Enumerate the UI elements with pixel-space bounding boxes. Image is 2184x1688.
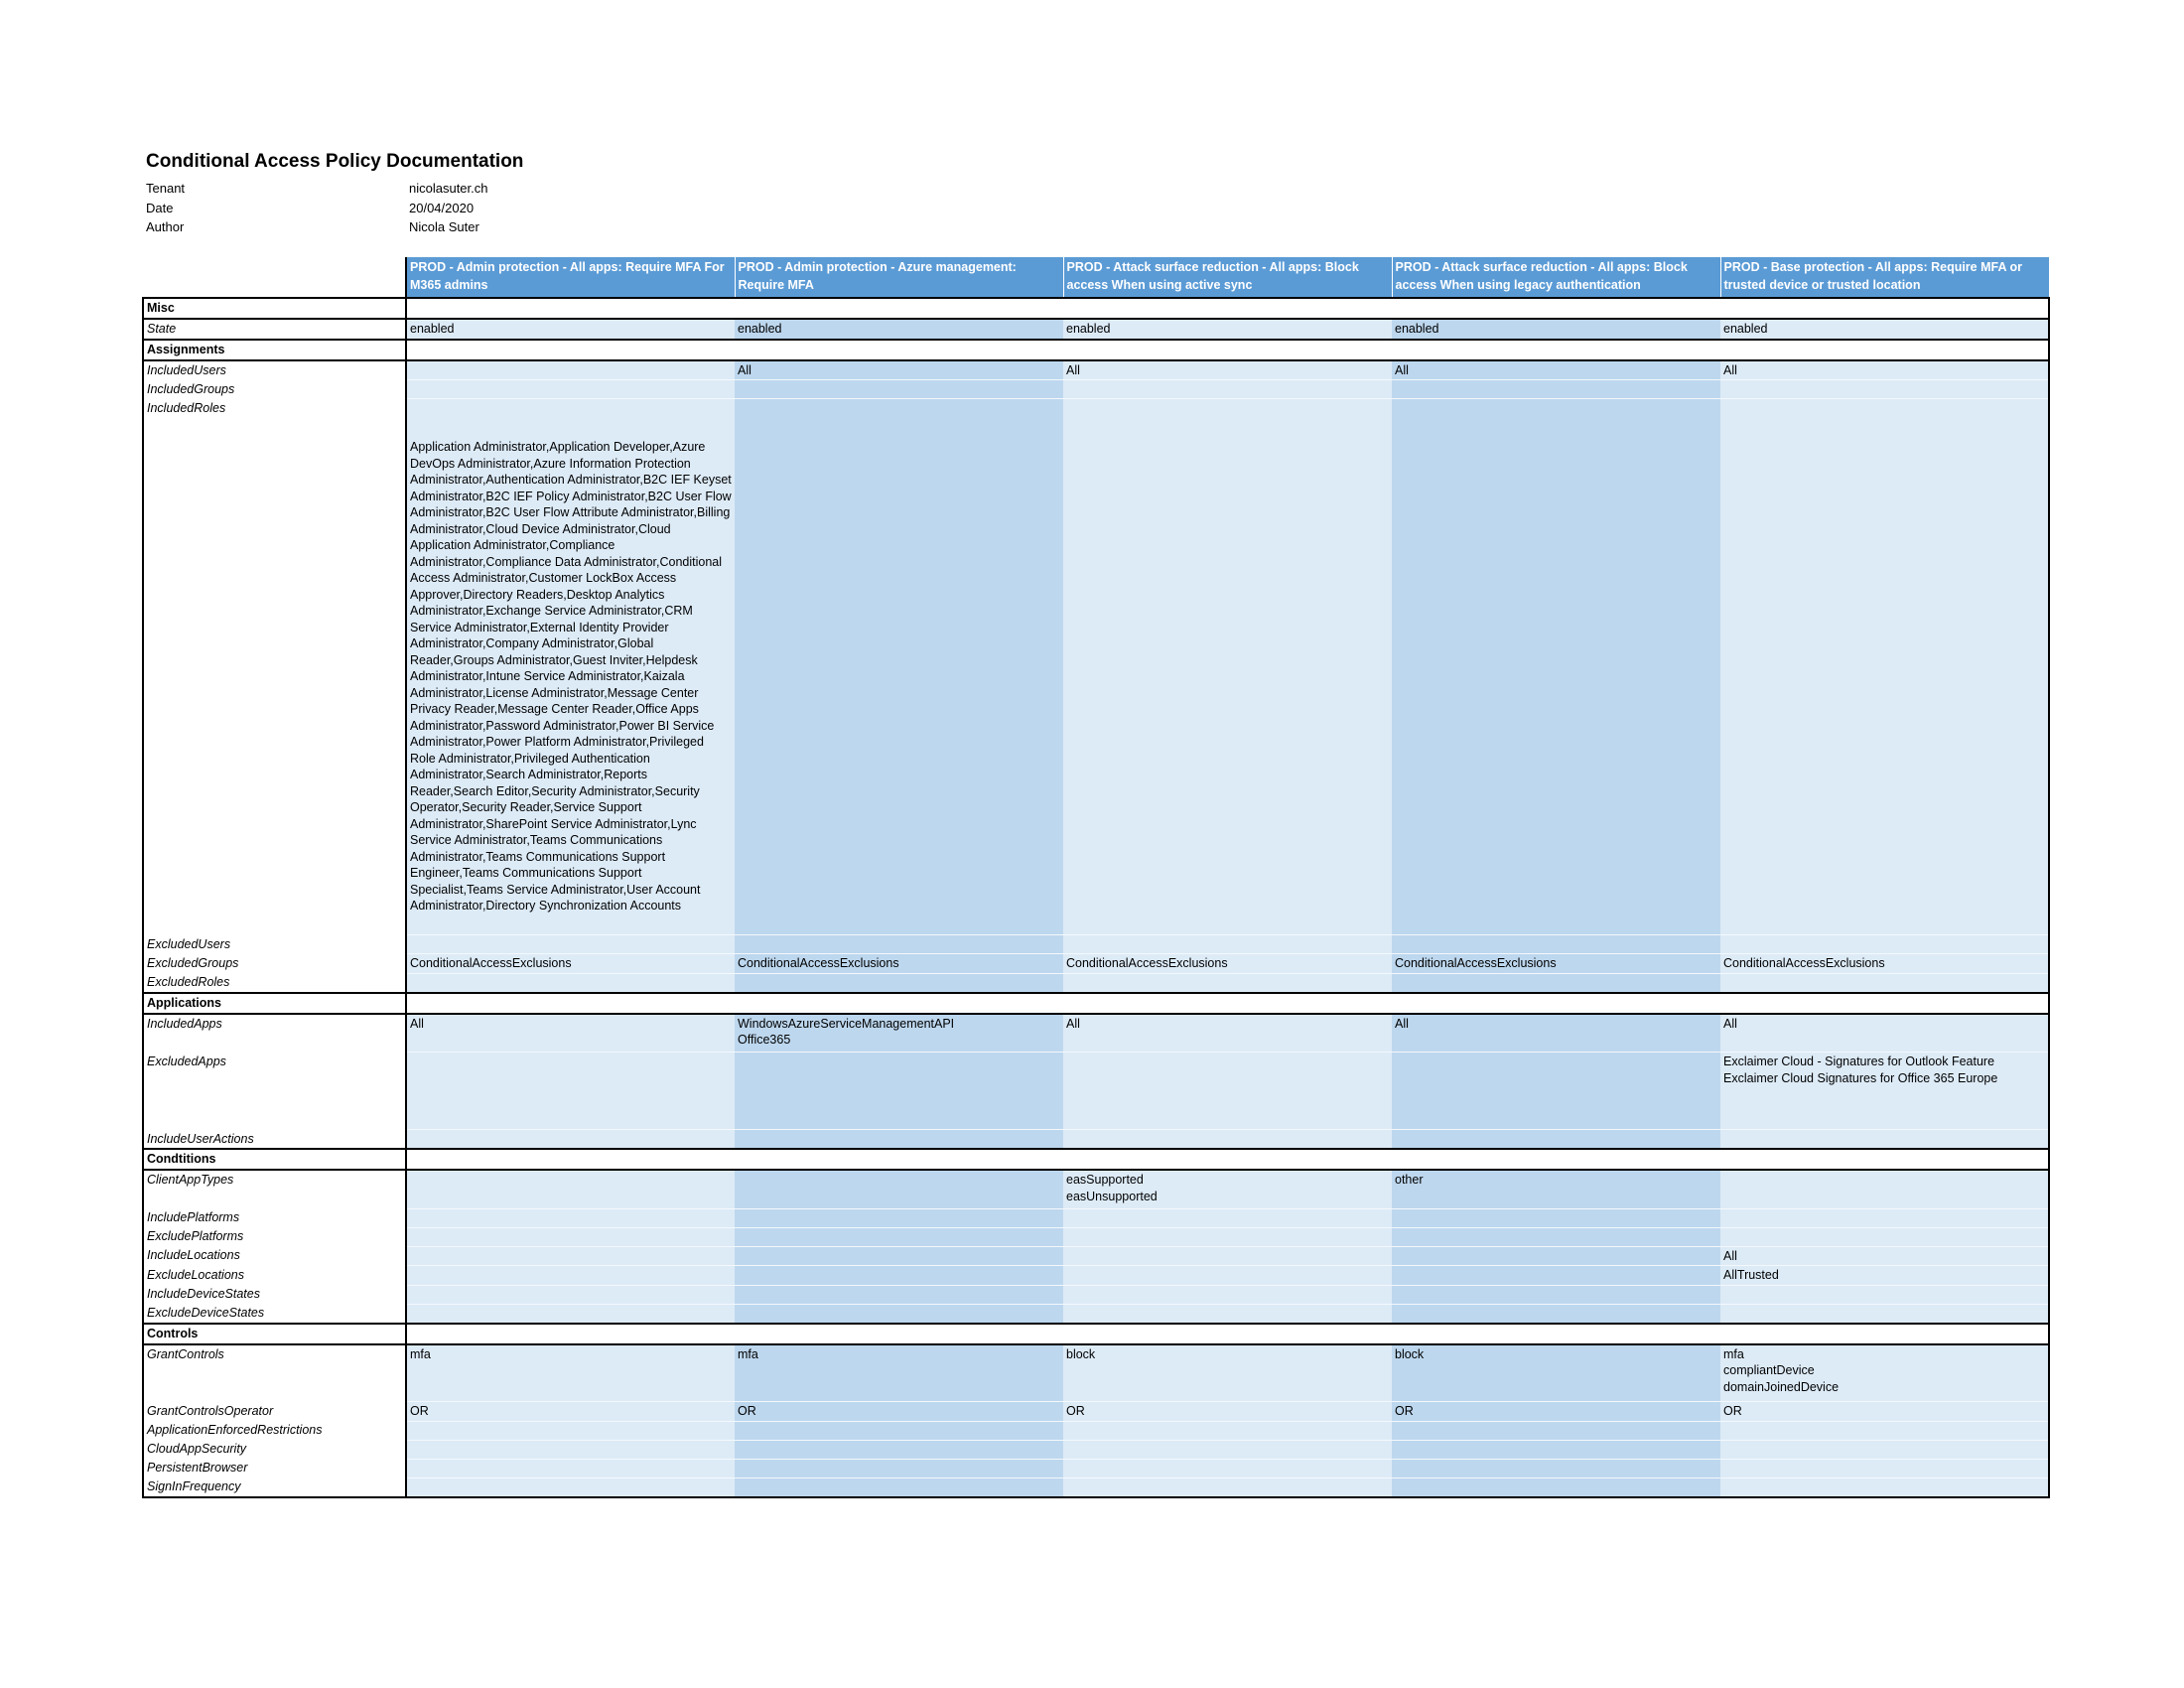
table-cell xyxy=(1720,954,2049,974)
table-row xyxy=(143,1266,2049,1286)
table-cell xyxy=(1063,380,1392,399)
table-cell xyxy=(735,935,1063,954)
row-label: IncludedUsers xyxy=(143,360,406,380)
section-title: Condtitions xyxy=(143,1149,406,1170)
section-fill xyxy=(406,1149,2049,1170)
row-label: PersistentBrowser xyxy=(143,1459,406,1477)
table-cell xyxy=(1063,1304,1392,1324)
cell-value: Office365 xyxy=(738,1033,791,1047)
section-title: Applications xyxy=(143,993,406,1014)
table-cell xyxy=(1720,973,2049,993)
cell-value: Exclaimer Cloud - Signatures for Outlook Feature xyxy=(1723,1055,1995,1068)
table-cell xyxy=(735,1130,1063,1150)
row-label: IncludePlatforms xyxy=(143,1208,406,1227)
table-cell xyxy=(1720,935,2049,954)
cell-value: All xyxy=(1723,1016,1737,1031)
table-cell xyxy=(1720,1344,2049,1402)
table-cell xyxy=(1392,319,1720,340)
section-title: Misc xyxy=(143,298,406,319)
cell-value: OR xyxy=(738,1404,756,1418)
meta-label-tenant: Tenant xyxy=(146,181,186,196)
table-cell xyxy=(1392,1053,1720,1130)
cell-value: enabled xyxy=(1066,322,1111,336)
table-cell xyxy=(1063,360,1392,380)
table-cell xyxy=(735,1477,1063,1497)
table-cell xyxy=(406,1208,735,1227)
table-row xyxy=(143,1459,2049,1477)
table-cell xyxy=(735,380,1063,399)
table-cell xyxy=(406,1246,735,1266)
row-label: SignInFrequency xyxy=(143,1477,406,1497)
cell-value: block xyxy=(1395,1346,1425,1361)
table-cell xyxy=(406,1421,735,1440)
table-cell xyxy=(1720,1477,2049,1497)
table-cell xyxy=(1720,399,2049,935)
cell-value: easUnsupported xyxy=(1066,1189,1158,1203)
table-cell xyxy=(406,380,735,399)
cell-value: All xyxy=(1066,362,1080,377)
cell-value: compliantDevice xyxy=(1723,1363,1815,1377)
meta-value-tenant: nicolasuter.ch xyxy=(409,181,488,196)
section-row-misc xyxy=(143,298,2049,319)
table-cell xyxy=(1720,1170,2049,1208)
section-fill xyxy=(406,298,2049,319)
section-row-conditions xyxy=(143,1149,2049,1170)
table-row xyxy=(143,1227,2049,1246)
table-cell xyxy=(735,1285,1063,1304)
table-cell xyxy=(1720,1130,2049,1150)
row-label: ExcludedApps xyxy=(143,1053,406,1130)
table-cell xyxy=(1720,1227,2049,1246)
table-cell xyxy=(406,1130,735,1150)
table-cell xyxy=(735,319,1063,340)
table-cell xyxy=(1392,1344,1720,1402)
table-cell xyxy=(735,1208,1063,1227)
table-cell xyxy=(406,1053,735,1130)
table-cell xyxy=(1720,380,2049,399)
table-cell xyxy=(1063,1053,1392,1130)
row-label: ExcludeLocations xyxy=(143,1266,406,1286)
table-row xyxy=(143,1402,2049,1422)
table-cell xyxy=(1720,1053,2049,1130)
policy-header: PROD - Base protection - All apps: Require MFA or trusted device or trusted location xyxy=(1720,257,2049,298)
table-row xyxy=(143,973,2049,993)
policy-header: PROD - Admin protection - Azure management: Require MFA xyxy=(735,257,1063,298)
section-fill xyxy=(406,993,2049,1014)
cell-value: OR xyxy=(1723,1404,1742,1418)
table-cell xyxy=(735,1344,1063,1402)
cell-value: other xyxy=(1395,1173,1424,1187)
cell-value: OR xyxy=(1066,1404,1085,1418)
table-cell xyxy=(735,1170,1063,1208)
table-cell xyxy=(406,1440,735,1459)
document-title: Conditional Access Policy Documentation xyxy=(146,151,524,172)
table-cell xyxy=(1392,1477,1720,1497)
table-cell xyxy=(406,1304,735,1324)
table-cell xyxy=(735,1014,1063,1053)
cell-value: All xyxy=(1395,1016,1409,1031)
table-row xyxy=(143,1053,2049,1130)
row-label: ClientAppTypes xyxy=(143,1170,406,1208)
table-cell xyxy=(735,1402,1063,1422)
table-cell xyxy=(406,1227,735,1246)
table-cell xyxy=(1063,1402,1392,1422)
table-row xyxy=(143,1285,2049,1304)
table-cell xyxy=(1720,1246,2049,1266)
table-cell xyxy=(1063,1344,1392,1402)
cell-value: enabled xyxy=(410,322,455,336)
table-cell xyxy=(406,1266,735,1286)
table-cell xyxy=(1720,360,2049,380)
table-cell xyxy=(1392,1285,1720,1304)
table-cell xyxy=(1392,399,1720,935)
policy-table xyxy=(142,257,2050,1498)
row-label: ExcludedGroups xyxy=(143,954,406,974)
section-title: Assignments xyxy=(143,340,406,360)
cell-value: OR xyxy=(410,1404,429,1418)
table-cell xyxy=(735,1440,1063,1459)
table-row xyxy=(143,319,2049,340)
table-cell xyxy=(1392,954,1720,974)
table-cell xyxy=(1392,1266,1720,1286)
cell-value: AllTrusted xyxy=(1723,1268,1779,1282)
table-cell xyxy=(1720,1402,2049,1422)
table-cell xyxy=(1063,973,1392,993)
table-cell xyxy=(1720,1421,2049,1440)
table-row xyxy=(143,1246,2049,1266)
table-cell xyxy=(1720,1304,2049,1324)
row-label: GrantControlsOperator xyxy=(143,1402,406,1422)
row-label: ExcludePlatforms xyxy=(143,1227,406,1246)
cell-value: OR xyxy=(1395,1404,1414,1418)
table-cell xyxy=(1063,1459,1392,1477)
table-cell xyxy=(735,399,1063,935)
table-cell xyxy=(1392,1440,1720,1459)
row-label: CloudAppSecurity xyxy=(143,1440,406,1459)
table-cell xyxy=(735,1053,1063,1130)
table-cell xyxy=(406,1170,735,1208)
table-cell xyxy=(1720,1266,2049,1286)
table-cell xyxy=(1720,1459,2049,1477)
header-corner xyxy=(143,257,406,298)
table-row xyxy=(143,360,2049,380)
table-cell xyxy=(406,1477,735,1497)
cell-value: ConditionalAccessExclusions xyxy=(1395,956,1557,970)
cell-value: ConditionalAccessExclusions xyxy=(1723,956,1885,970)
table-cell xyxy=(1063,399,1392,935)
table-cell xyxy=(1392,380,1720,399)
table-row xyxy=(143,1208,2049,1227)
section-row-controls xyxy=(143,1324,2049,1344)
section-fill xyxy=(406,340,2049,360)
table-row xyxy=(143,1304,2049,1324)
table-cell xyxy=(735,1246,1063,1266)
table-cell xyxy=(1063,1014,1392,1053)
table-cell xyxy=(1063,1170,1392,1208)
table-row xyxy=(143,935,2049,954)
section-fill xyxy=(406,1324,2049,1344)
table-cell xyxy=(406,360,735,380)
table-cell xyxy=(1392,1246,1720,1266)
cell-value: All xyxy=(410,1016,424,1031)
table-cell xyxy=(1063,935,1392,954)
cell-value: Application Administrator,Application Developer,Azure DevOps Administrator,Azure Information Protection Administrator,Authentication Administrator,B2C IEF Keyset Administrator,B2C IEF Policy Administrator,B2C User Flow Administrator,B2C User Flow Attribute Administrator,Billing Administrator,Cloud Device Administrator,Cloud Application Administrator,Compliance Administrator,Compliance Data Administrator,Conditional Access Administrator,Customer LockBox Access Approver,Directory Readers,Desktop Analytics Administrator,Exchange Service Administrator,CRM Service Administrator,External Identity Provider Administrator,Company Administrator,Global Reader,Groups Administrator,Guest Inviter,Helpdesk Administrator,Intune Service Administrator,Kaizala Administrator,License Administrator,Message Center Privacy Reader,Message Center Reader,Office Apps Administrator,Password Administrator,Power BI Service Administrator,Power Platform Administrator,Privileged Role Administrator,Privileged Authentication Administrator,Search Administrator,Reports Reader,Search Editor,Security Administrator,Security Operator,Security Reader,Service Support Administrator,SharePoint Service Administrator,Lync Service Administrator,Teams Communications Administrator,Teams Communications Support Engineer,Teams Communications Support Specialist,Teams Service Administrator,User Account Administrator,Directory Synchronization Accounts xyxy=(410,440,732,913)
table-row xyxy=(143,1440,2049,1459)
table-cell xyxy=(406,973,735,993)
table-cell xyxy=(1063,954,1392,974)
meta-label-date: Date xyxy=(146,201,174,215)
table-cell xyxy=(735,1304,1063,1324)
table-cell xyxy=(1063,1285,1392,1304)
meta-label-author: Author xyxy=(146,219,185,234)
row-label: ExcludedRoles xyxy=(143,973,406,993)
table-cell xyxy=(406,954,735,974)
table-cell xyxy=(1063,1208,1392,1227)
table-cell xyxy=(1392,1402,1720,1422)
table-cell xyxy=(1392,1421,1720,1440)
policy-header-row xyxy=(143,257,2049,298)
row-label: IncludedApps xyxy=(143,1014,406,1053)
table-cell xyxy=(1063,1130,1392,1150)
policy-header: PROD - Attack surface reduction - All apps: Block access When using legacy authentication xyxy=(1392,257,1720,298)
cell-value: enabled xyxy=(1395,322,1439,336)
table-row xyxy=(143,380,2049,399)
section-title: Controls xyxy=(143,1324,406,1344)
table-cell xyxy=(735,954,1063,974)
table-row xyxy=(143,399,2049,935)
table-cell xyxy=(1392,1014,1720,1053)
meta-value-author: Nicola Suter xyxy=(409,219,479,234)
row-label: ExcludedUsers xyxy=(143,935,406,954)
table-cell xyxy=(1392,1459,1720,1477)
cell-value: ConditionalAccessExclusions xyxy=(738,956,899,970)
table-cell xyxy=(1392,1227,1720,1246)
table-cell xyxy=(406,1402,735,1422)
row-label: IncludeDeviceStates xyxy=(143,1285,406,1304)
table-cell xyxy=(1063,319,1392,340)
table-cell xyxy=(1063,1440,1392,1459)
section-row-assignments xyxy=(143,340,2049,360)
cell-value: enabled xyxy=(738,322,782,336)
table-row xyxy=(143,1130,2049,1150)
table-cell xyxy=(1392,935,1720,954)
table-cell xyxy=(1720,1014,2049,1053)
cell-value: All xyxy=(738,362,751,377)
row-label: ApplicationEnforcedRestrictions xyxy=(143,1421,406,1440)
cell-value: block xyxy=(1066,1346,1096,1361)
table-cell xyxy=(1063,1477,1392,1497)
cell-value: domainJoinedDevice xyxy=(1723,1379,1840,1394)
table-cell xyxy=(1063,1266,1392,1286)
cell-value: ConditionalAccessExclusions xyxy=(410,956,572,970)
table-cell xyxy=(1063,1227,1392,1246)
table-cell xyxy=(1063,1421,1392,1440)
row-label: GrantControls xyxy=(143,1344,406,1402)
cell-value: mfa xyxy=(1723,1346,1744,1361)
table-row xyxy=(143,1421,2049,1440)
cell-value: All xyxy=(1723,362,1737,377)
cell-value: mfa xyxy=(738,1346,758,1361)
table-row xyxy=(143,1014,2049,1053)
policy-header: PROD - Admin protection - All apps: Require MFA For M365 admins xyxy=(406,257,735,298)
table-cell xyxy=(735,360,1063,380)
table-cell xyxy=(406,1459,735,1477)
cell-value: WindowsAzureServiceManagementAPI xyxy=(738,1016,955,1031)
cell-value: All xyxy=(1066,1016,1080,1031)
row-label: State xyxy=(143,319,406,340)
table-row xyxy=(143,1477,2049,1497)
table-row xyxy=(143,1170,2049,1208)
table-row xyxy=(143,1344,2049,1402)
table-cell xyxy=(406,1285,735,1304)
cell-value: mfa xyxy=(410,1346,431,1361)
table-cell xyxy=(1720,1440,2049,1459)
table-cell xyxy=(1392,1170,1720,1208)
section-row-applications xyxy=(143,993,2049,1014)
table-cell xyxy=(1063,1246,1392,1266)
table-cell xyxy=(406,1344,735,1402)
cell-value: easSupported xyxy=(1066,1173,1144,1187)
table-cell xyxy=(406,1014,735,1053)
meta-value-date: 20/04/2020 xyxy=(409,201,475,215)
table-cell xyxy=(1392,1130,1720,1150)
table-cell xyxy=(1392,360,1720,380)
table-cell xyxy=(735,973,1063,993)
row-label: IncludedRoles xyxy=(143,399,406,935)
table-cell xyxy=(735,1459,1063,1477)
table-cell xyxy=(1392,1208,1720,1227)
table-cell xyxy=(735,1266,1063,1286)
row-label: ExcludeDeviceStates xyxy=(143,1304,406,1324)
cell-value: ConditionalAccessExclusions xyxy=(1066,956,1228,970)
table-cell xyxy=(1720,1208,2049,1227)
table-row xyxy=(143,954,2049,974)
table-cell xyxy=(1720,1285,2049,1304)
table-cell xyxy=(406,319,735,340)
row-label: IncludeLocations xyxy=(143,1246,406,1266)
cell-value: All xyxy=(1723,1248,1737,1263)
cell-value: Exclaimer Cloud Signatures for Office 365 Europe xyxy=(1723,1070,1998,1085)
table-cell xyxy=(735,1421,1063,1440)
row-label: IncludeUserActions xyxy=(143,1130,406,1150)
table-cell xyxy=(735,1227,1063,1246)
table-cell xyxy=(1720,319,2049,340)
cell-value: All xyxy=(1395,362,1409,377)
cell-value: enabled xyxy=(1723,322,1768,336)
row-label: IncludedGroups xyxy=(143,380,406,399)
table-cell xyxy=(1392,973,1720,993)
policy-header: PROD - Attack surface reduction - All apps: Block access When using active sync xyxy=(1063,257,1392,298)
table-cell xyxy=(1392,1304,1720,1324)
table-cell xyxy=(406,399,735,935)
table-cell xyxy=(406,935,735,954)
